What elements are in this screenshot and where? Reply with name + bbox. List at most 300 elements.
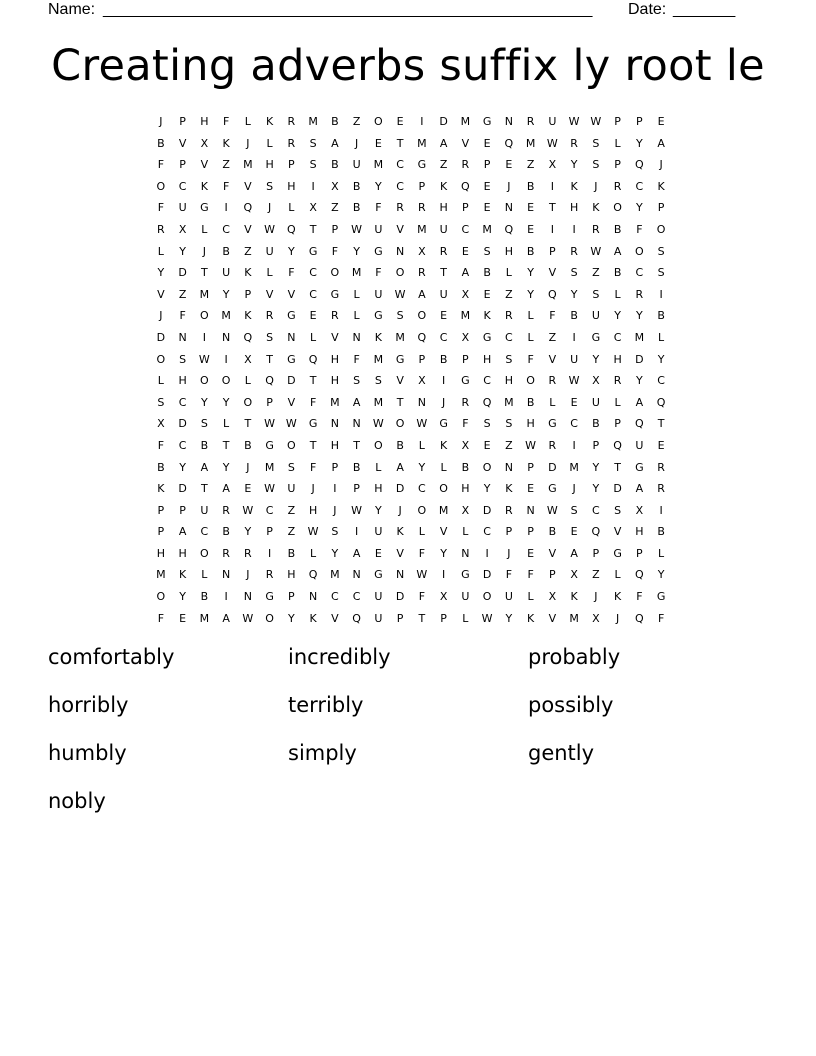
grid-letter: U (439, 287, 448, 301)
grid-letter: N (287, 330, 296, 344)
grid-letter: B (483, 266, 491, 280)
grid-letter: U (374, 590, 383, 604)
grid-letter: M (373, 395, 384, 409)
grid-letter: U (504, 590, 513, 604)
grid-letter: E (527, 222, 535, 236)
grid-letter: G (265, 590, 274, 604)
grid-letter: T (309, 374, 317, 388)
grid-letter: G (374, 309, 383, 323)
grid-letter: H (265, 158, 274, 172)
grid-letter: M (417, 222, 427, 236)
grid-letter: B (157, 460, 165, 474)
grid-letter: E (483, 287, 491, 301)
grid-letter: W (264, 222, 276, 236)
grid-letter: C (309, 266, 317, 280)
grid-letter: C (570, 417, 578, 431)
grid-letter: E (483, 136, 491, 150)
grid-letter: V (396, 222, 404, 236)
grid-letter: F (309, 460, 317, 474)
grid-row (150, 521, 672, 543)
grid-letter: F (418, 590, 426, 604)
grid-row (150, 154, 672, 176)
grid-row (150, 586, 672, 608)
grid-letter: F (418, 546, 426, 560)
grid-letter: F (527, 352, 534, 366)
grid-letter: W (242, 503, 254, 517)
word-bank-row (48, 640, 768, 688)
grid-letter: E (570, 395, 578, 409)
grid-letter: E (374, 136, 382, 150)
grid-letter: A (635, 482, 644, 496)
grid-letter: F (288, 266, 295, 280)
grid-letter: A (439, 136, 448, 150)
grid-letter: K (244, 309, 252, 323)
grid-letter: E (657, 438, 665, 452)
grid-letter: U (461, 590, 470, 604)
grid-letter: L (157, 374, 164, 388)
grid-letter: Z (287, 503, 296, 517)
grid-letter: W (568, 115, 580, 128)
grid-letter: U (570, 352, 579, 366)
grid-row (150, 370, 672, 392)
grid-letter: P (331, 460, 339, 474)
grid-letter: D (613, 482, 622, 496)
grid-letter: H (330, 352, 340, 366)
grid-letter: A (396, 460, 404, 474)
grid-letter: J (159, 309, 163, 323)
grid-letter: W (481, 611, 493, 625)
grid-letter: P (483, 158, 491, 172)
word-bank (48, 640, 768, 832)
grid-letter: J (355, 136, 359, 150)
grid-letter: P (288, 590, 295, 604)
grid-letter: Y (527, 287, 534, 301)
grid-letter: H (635, 525, 644, 539)
grid-letter: R (461, 158, 470, 172)
grid-letter: U (591, 309, 600, 323)
grid-letter: I (659, 503, 663, 517)
grid-letter: L (527, 309, 534, 323)
grid-letter: W (198, 352, 210, 366)
grid-letter: R (592, 222, 600, 236)
grid-letter: R (548, 438, 557, 452)
grid-letter: E (179, 611, 187, 625)
grid-letter: F (636, 222, 643, 236)
grid-letter: L (418, 438, 425, 452)
grid-letter: H (374, 482, 383, 496)
grid-letter: Q (504, 136, 514, 150)
word-bank-item: nobly (48, 789, 106, 813)
grid-letter: N (309, 590, 318, 604)
grid-letter: L (310, 330, 317, 344)
grid-letter: L (462, 525, 469, 539)
grid-letter: Q (243, 201, 253, 215)
grid-letter: X (592, 374, 600, 388)
grid-letter: R (570, 244, 578, 258)
grid-letter: G (461, 568, 470, 582)
grid-letter: T (396, 395, 404, 409)
grid-letter: Q (591, 525, 601, 539)
grid-letter: L (266, 266, 273, 280)
grid-letter: K (592, 201, 600, 215)
grid-letter: H (178, 546, 187, 560)
grid-letter: S (374, 374, 382, 388)
grid-letter: P (288, 158, 295, 172)
grid-letter: P (244, 287, 252, 301)
grid-letter: S (353, 374, 361, 388)
grid-letter: S (657, 266, 665, 280)
grid-letter: R (331, 309, 339, 323)
grid-letter: R (505, 503, 513, 517)
grid-letter: D (178, 266, 187, 280)
grid-letter: K (244, 266, 252, 280)
grid-letter: P (549, 244, 556, 258)
grid-letter: O (330, 266, 340, 280)
grid-letter: H (178, 374, 187, 388)
grid-letter: M (373, 352, 384, 366)
grid-letter: R (570, 136, 578, 150)
grid-letter: J (659, 158, 663, 172)
grid-letter: P (657, 201, 665, 215)
grid-letter: S (266, 179, 274, 193)
grid-letter: M (525, 136, 536, 150)
grid-letter: P (440, 611, 447, 625)
grid-letter: K (483, 309, 491, 323)
grid-letter: R (526, 115, 535, 128)
grid-letter: C (635, 179, 644, 193)
grid-letter: O (635, 244, 644, 258)
grid-row (150, 133, 672, 155)
grid-letter: C (331, 590, 339, 604)
grid-letter: R (265, 309, 274, 323)
grid-letter: H (526, 417, 535, 431)
grid-letter: I (420, 115, 424, 128)
word-bank-item: terribly (288, 693, 364, 717)
grid-letter: W (416, 568, 428, 582)
grid-letter: V (287, 287, 296, 301)
grid-row (150, 305, 672, 327)
grid-letter: I (442, 568, 446, 582)
grid-letter: X (548, 158, 557, 172)
grid-letter: H (569, 201, 579, 215)
grid-letter: B (526, 395, 535, 409)
grid-letter: L (201, 222, 208, 236)
grid-letter: O (200, 546, 209, 560)
grid-letter: O (287, 438, 296, 452)
grid-letter: R (418, 266, 426, 280)
grid-letter: I (485, 546, 489, 560)
grid-letter: G (287, 309, 296, 323)
grid-letter: B (222, 525, 230, 539)
grid-letter: A (331, 136, 339, 150)
grid-letter: R (287, 136, 296, 150)
grid-letter: C (613, 330, 622, 344)
grid-letter: I (572, 438, 576, 452)
grid-row (150, 176, 672, 198)
grid-letter: Z (222, 158, 230, 172)
grid-letter: L (223, 417, 230, 431)
grid-letter: X (570, 568, 578, 582)
grid-letter: F (549, 309, 556, 323)
grid-letter: B (352, 201, 361, 215)
grid-letter: N (178, 330, 187, 344)
grid-letter: O (395, 417, 405, 431)
grid-letter: G (482, 330, 492, 344)
grid-letter: O (265, 611, 274, 625)
grid-letter: M (199, 611, 210, 625)
grid-letter: P (636, 546, 643, 560)
grid-letter: R (396, 201, 404, 215)
grid-letter: X (309, 201, 317, 215)
grid-letter: O (374, 115, 383, 128)
grid-letter: J (398, 503, 402, 517)
grid-letter: N (504, 115, 513, 128)
grid-letter: M (460, 309, 471, 323)
grid-letter: Y (483, 482, 491, 496)
grid-letter: A (461, 266, 470, 280)
grid-letter: B (613, 266, 622, 280)
grid-letter: Y (375, 179, 382, 193)
grid-letter: I (268, 546, 272, 560)
grid-letter: B (439, 352, 448, 366)
grid-letter: M (243, 158, 253, 172)
grid-letter: H (613, 352, 622, 366)
grid-letter: I (311, 179, 315, 193)
grid-letter: V (287, 395, 296, 409)
grid-letter: R (657, 460, 665, 474)
grid-letter: N (330, 417, 339, 431)
grid-letter: V (439, 525, 448, 539)
grid-letter: A (613, 244, 622, 258)
word-bank-item: comfortably (48, 645, 175, 669)
grid-letter: B (461, 460, 470, 474)
grid-letter: H (287, 179, 296, 193)
grid-letter: T (440, 266, 447, 280)
grid-letter: N (417, 395, 426, 409)
grid-letter: G (374, 568, 383, 582)
grid-letter: P (527, 525, 534, 539)
grid-letter: Q (613, 438, 622, 452)
grid-letter: T (657, 417, 665, 431)
grid-letter: M (221, 309, 231, 323)
name-date-line (48, 0, 748, 20)
grid-letter: G (287, 352, 296, 366)
grid-letter: S (483, 417, 491, 431)
grid-letter: L (244, 374, 251, 388)
grid-letter: O (243, 395, 253, 409)
grid-letter: M (569, 460, 579, 474)
grid-letter: B (331, 158, 339, 172)
grid-letter: I (572, 330, 576, 344)
grid-letter: U (178, 201, 187, 215)
grid-letter: Y (288, 611, 295, 625)
grid-letter: C (439, 330, 448, 344)
word-search-grid (150, 111, 672, 629)
grid-letter: Y (614, 309, 621, 323)
grid-letter: Y (527, 266, 534, 280)
grid-letter: D (178, 482, 187, 496)
grid-letter: J (268, 201, 272, 215)
grid-letter: Q (243, 330, 253, 344)
grid-letter: R (222, 503, 230, 517)
grid-letter: B (287, 546, 296, 560)
grid-letter: K (614, 590, 622, 604)
grid-letter: T (244, 417, 252, 431)
grid-row (150, 349, 672, 371)
word-bank-item: horribly (48, 693, 129, 717)
grid-letter: R (244, 546, 252, 560)
grid-letter: X (461, 330, 470, 344)
grid-letter: S (309, 158, 317, 172)
word-bank-item: humbly (48, 741, 127, 765)
grid-letter: Y (440, 546, 447, 560)
grid-letter: T (396, 136, 404, 150)
grid-letter: Y (288, 244, 295, 258)
grid-letter: W (416, 417, 428, 431)
grid-letter: Y (657, 568, 665, 582)
grid-letter: O (221, 374, 231, 388)
grid-letter: B (548, 525, 557, 539)
grid-letter: L (614, 136, 621, 150)
grid-letter: H (308, 503, 318, 517)
grid-letter: G (200, 201, 209, 215)
grid-letter: B (352, 179, 361, 193)
grid-letter: U (352, 158, 361, 172)
grid-letter: H (482, 352, 492, 366)
grid-letter: L (658, 546, 665, 560)
grid-letter: Z (287, 525, 296, 539)
grid-letter: F (222, 115, 230, 128)
grid-letter: W (525, 438, 537, 452)
grid-letter: E (657, 115, 665, 128)
grid-letter: Y (592, 352, 600, 366)
grid-letter: M (330, 568, 340, 582)
grid-letter: F (179, 309, 186, 323)
grid-letter: Q (504, 222, 514, 236)
grid-letter: J (311, 482, 315, 496)
grid-letter: O (613, 201, 622, 215)
grid-letter: P (592, 546, 600, 560)
grid-letter: A (352, 546, 361, 560)
grid-letter: N (352, 568, 361, 582)
grid-letter: L (440, 460, 447, 474)
grid-letter: Y (505, 611, 513, 625)
grid-letter: O (656, 222, 666, 236)
grid-letter: G (613, 546, 622, 560)
grid-letter: V (200, 158, 209, 172)
grid-letter: L (418, 525, 425, 539)
grid-letter: S (396, 309, 404, 323)
grid-letter: K (222, 136, 230, 150)
grid-letter: I (224, 590, 228, 604)
grid-letter: P (527, 460, 534, 474)
grid-letter: C (352, 590, 361, 604)
grid-letter: X (244, 352, 252, 366)
grid-row (150, 500, 672, 522)
grid-letter: C (222, 222, 230, 236)
grid-letter: Q (548, 287, 557, 301)
grid-letter: E (483, 179, 491, 193)
grid-letter: G (461, 374, 470, 388)
grid-letter: F (462, 417, 469, 431)
grid-letter: L (375, 460, 382, 474)
grid-letter: Q (635, 158, 644, 172)
grid-letter: K (179, 568, 187, 582)
grid-letter: T (309, 438, 317, 452)
grid-letter: M (156, 568, 166, 582)
grid-letter: E (309, 309, 317, 323)
word-bank-row (48, 784, 768, 832)
grid-letter: S (483, 244, 491, 258)
grid-letter: S (614, 503, 622, 517)
grid-row (150, 478, 672, 500)
grid-letter: R (635, 287, 644, 301)
grid-letter: E (570, 525, 578, 539)
grid-row (150, 608, 672, 630)
grid-letter: C (178, 179, 187, 193)
grid-letter: V (331, 330, 339, 344)
grid-letter: P (179, 158, 186, 172)
grid-letter: Q (635, 417, 644, 431)
grid-letter: S (570, 503, 578, 517)
grid-letter: F (309, 395, 317, 409)
grid-letter: T (418, 611, 426, 625)
grid-letter: U (374, 525, 383, 539)
grid-letter: F (527, 568, 534, 582)
grid-letter: C (178, 438, 187, 452)
grid-letter: B (657, 525, 665, 539)
grid-letter: V (244, 222, 252, 236)
grid-letter: E (483, 438, 491, 452)
grid-letter: W (351, 503, 363, 517)
grid-letter: Y (179, 590, 186, 604)
grid-row (150, 197, 672, 219)
grid-letter: W (546, 503, 558, 517)
page-title: Creating adverbs suffix ly root le (51, 41, 765, 91)
grid-letter: Y (222, 460, 230, 474)
grid-letter: E (527, 546, 535, 560)
name-blank: _______________________________________________________ (103, 1, 593, 18)
grid-letter: E (505, 158, 513, 172)
grid-letter: W (307, 525, 319, 539)
grid-letter: Y (222, 395, 230, 409)
grid-letter: U (374, 287, 383, 301)
word-bank-row (48, 736, 768, 784)
grid-letter: L (658, 330, 665, 344)
grid-letter: Y (179, 460, 186, 474)
grid-letter: K (157, 482, 165, 496)
grid-letter: K (440, 438, 448, 452)
grid-letter: O (200, 309, 209, 323)
grid-letter: H (330, 374, 340, 388)
grid-letter: D (287, 374, 296, 388)
grid-letter: K (570, 590, 578, 604)
grid-row (150, 111, 672, 133)
grid-letter: B (244, 438, 252, 452)
grid-letter: Y (418, 460, 426, 474)
grid-letter: I (442, 374, 446, 388)
grid-letter: W (394, 287, 406, 301)
grid-letter: D (482, 568, 492, 582)
grid-letter: W (590, 244, 602, 258)
grid-letter: Q (308, 352, 318, 366)
grid-letter: W (546, 136, 558, 150)
grid-letter: P (462, 352, 469, 366)
grid-letter: F (222, 179, 230, 193)
grid-letter: N (243, 590, 252, 604)
grid-letter: I (333, 482, 337, 496)
grid-letter: V (265, 287, 274, 301)
